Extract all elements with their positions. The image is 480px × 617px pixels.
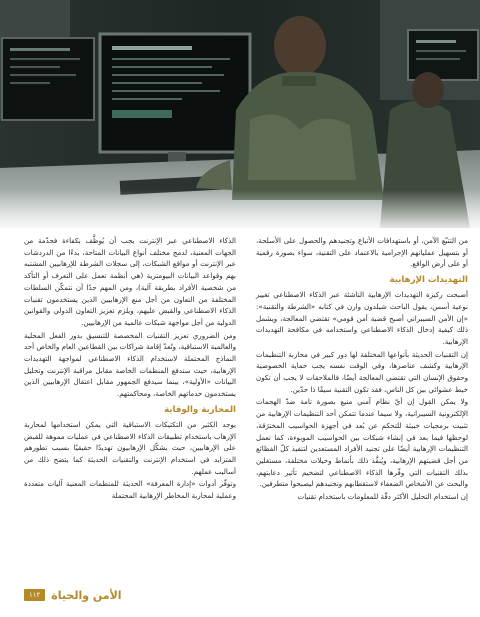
- paragraph-ai-data: الذكاء الاصطناعي عبر الإنترنت يجب أن يُوظَّف بكفاءة فحدّمة من الجهات المعنية، لدمج مختلف أنواع البيانات المتاحة، بدءًا من الدردشات عبر الإنترنت أو مواقع الشبكات، إلى سجلات الشرطة للإرهابيين المشتبه بهم وقواعد البيانات البيومترية (هي أنظمة تعمل على التعرف أو التأكد من شخصية الأفراد بطريقة آلية)، ومن المهم جدًا أن تتمكّن السلطات المختلفة من التعاون من أجل منع الإرهابيين الذين يستخدمون تقنيات الذكاء الاصطناعي والقبض عليهم، ويلزم تعزيز التعاون الدولي والقوانين الدولية من أجل مواجهة شبكات عالمية من الإرهابيين.: [24, 236, 236, 327]
- paragraph-cooperation: ومن الضروري تعزيز التقنيات المخصصة للتنسيق بدور الفعل المحلية والعالمية الاستباقية، وتُعدّ إقامة شراكات بين القطاعين العام والخاص أحد النماذج المحتملة لاستخدام الذكاء الاصطناعي لمواجهة التهديدات الإرهابية، حيث ستدفع المنظمات الخاصة مقابل مراقبة الإنترنت وتحليل البيانات «الأولية»، بينما سيدفع الجمهور مقابل اعتقال الإرهابيين الذين يستخدمون خدماتهم الخاصة، ومحاكمتهم.: [24, 330, 236, 399]
- paragraph-intro: من التتبّع الآمن، أو باستهدافات الأتباع وتجنيدهم والحصول على الأسلحة، أو بتسهيل عملياتهم الإجرامية بالاعتماد على التقنية، سواء بصورة رقمية أو على أرض الواقع.: [256, 236, 468, 269]
- magazine-brand: الأمن والحياة: [51, 588, 122, 602]
- article-column-right: [256, 235, 468, 504]
- photo-fade: [0, 190, 480, 234]
- paragraph-threats: أصبحت ركيزة التهديدات الإرهابية الناشئة عبر الذكاء الاصطناعي تغيير نوعية أسس، يقول الباحث شيلدون وارن في كتابه «الشرطة والتقنية»: «إن الأمن السيبراني أصبح قضية أمن قومي» تقتضي المعالجة، ويشمل ذلك كيفية إدخال الذكاء الاصطناعي واستخدامه في مكافحة التهديدات الإرهابية.: [256, 290, 468, 346]
- page-number: ١١٢: [24, 589, 45, 601]
- heading-prevention: المحاربة والوقاية: [164, 404, 236, 415]
- heading-terrorist-threats: التهديدات الإرهابية: [389, 275, 468, 286]
- paragraph-prevention: يوجد الكثير من التكتيكات الاستباقية التي يمكن استخدامها لمحاربة الإرهاب باستخدام تطبيقات الذكاء الاصطناعي في عمليات مموهة للقبض على الإرهابيين، حيث يشكّل الإرهابيون تهديدًا حقيقيًا بسبب تطورهم المتزايد في استخدام الإنترنت والتقنيات الحديثة كما يتضح ذلك من أساليب عملهم.: [24, 419, 236, 476]
- paragraph-technologies: إن التقنيات الحديثة بأنواعها المختلفة لها دور كبير في محاربة التنظيمات الإرهابية وكشف عناصرها، وفي الوقت نفسه يجب حماية الخصوصية وحقوق الإنسان التي تقتضي المعالجة أيضًا، فالملاحقات لا يجب أن تكون خيط عشوائي بين كل الناس، فقد تكون التقنية سيفًا ذا حدّين.: [256, 349, 468, 394]
- article-column-left: [24, 235, 236, 503]
- paragraph-analysis: إن استخدام التحليل الأكثر دقّة للمعلومات باستخدام تقنيات: [297, 492, 468, 502]
- paragraph-cyber-risk: ولا يمكن القول إن أيّ نظام آمني منيع بصورة تامة ضدّ الهجمات الإلكترونية السيبرانية، ولا سيما عندما تتمكن أحد التنظيمات الإرهابية من تثبيت برمجيات خبيثة للتحكم عن بُعد في أجهزة الحواسيب المخترَقة، لوحظها فيما بعد في إنشاء شبكات بين الحواسيب الموبوءة، كما تعمل التنظيمات الإرهابية أيضًا على تجنيد الأفراد المستعدين لتنفيذ كلّ الفظائع من أجل قضيتهم الإرهابية، ويُنفَّذ ذلك بأنماط وحيلات مختلفة، مستغلين بذلك التقنيات التي وفّرها الذكاء الاصطناعي لتضخيم تأثير دعايتهم، والبحث عن الأشخاص الضعفاء لاستقطابهم وتجنيدهم ليصبحوا متطرفين.: [256, 397, 468, 489]
- paragraph-knowledge-tools: وتوفّر أدوات «إدارة المعرفة» الحديثة للمنظمات المعنية آليات متعددة وعملية لمحاربة المخاطر الإرهابية المحتملة: [24, 479, 236, 501]
- page-footer: [24, 585, 122, 605]
